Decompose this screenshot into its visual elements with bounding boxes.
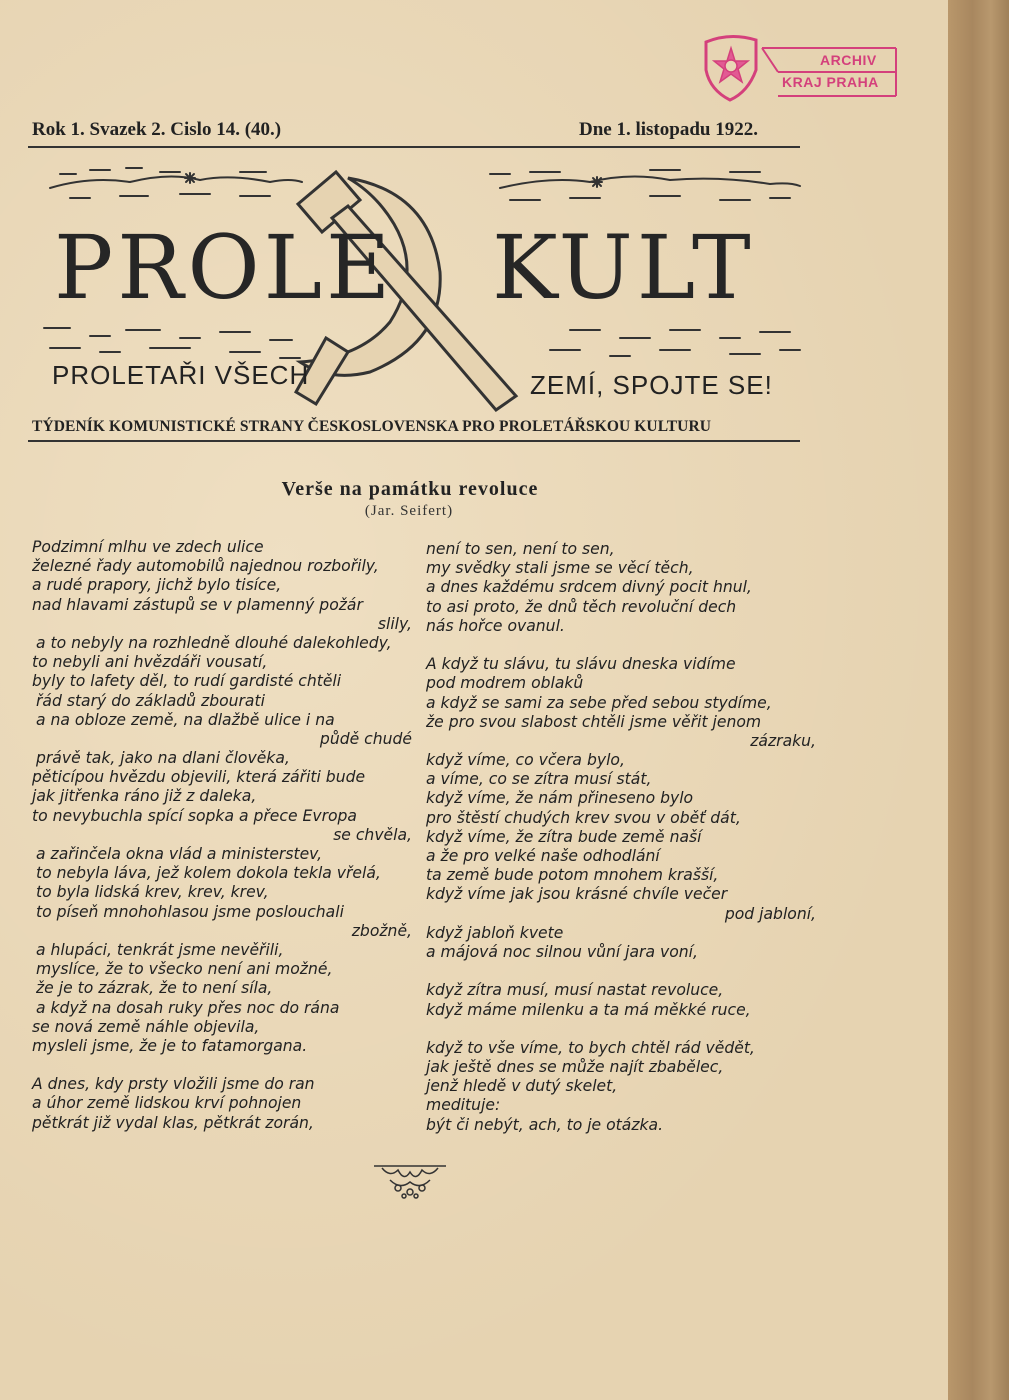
poem-line: to píseň mnohohlasou jsme poslouchali	[36, 902, 344, 921]
poem-line: když to vše víme, to bych chtěl rád vědět,	[426, 1038, 755, 1057]
poem-line: řád starý do základů zbourati	[36, 691, 265, 710]
poem-line: a že pro velké naše odhodlání	[426, 847, 660, 865]
poem-line: a to nebyly na rozhledně dlouhé dalekohledy,	[36, 633, 392, 652]
poem-line: mysleli jsme, že je to fatamorgana.	[32, 1036, 308, 1055]
issue-date: Dne 1. listopadu 1922.	[579, 119, 758, 140]
poem-line: se nová země náhle objevila,	[32, 1017, 260, 1036]
poem-line: zbožně,	[351, 921, 412, 940]
poem-line: a víme, co se zítra musí stát,	[426, 770, 652, 789]
stamp-text-kraj: KRAJ PRAHA	[782, 74, 879, 90]
title-left-part: PROLE	[54, 216, 395, 319]
poem-line: a když na dosah ruky přes noc do rána	[36, 998, 340, 1017]
header-rule	[28, 146, 800, 148]
poem-line: a hlupáci, tenkrát jsme nevěřili,	[36, 940, 284, 959]
poem-line: my svědky stali jsme se věcí těch,	[426, 559, 694, 578]
poem-line: být či nebýt, ach, to je otázka.	[426, 1115, 664, 1134]
poem-line: když víme jak jsou krásné chvíle večer	[426, 885, 728, 904]
poem-line: to asi proto, že dnů těch revoluční dech	[426, 597, 737, 616]
poem-line: to nevybuchla spící sopka a přece Evropa	[32, 806, 357, 825]
poem-line: jenž hledě v dutý skelet,	[426, 1077, 618, 1096]
poem-line: že je to zázrak, že to není síla,	[36, 979, 273, 998]
masthead	[30, 152, 810, 412]
poem-line: a zařinčela okna vlád a ministerstev,	[36, 845, 323, 863]
poem-line: A dnes, kdy prsty vložili jsme do ran	[32, 1075, 315, 1094]
poem-line: když víme, že zítra bude země naší	[426, 827, 702, 846]
poem-line: pěticípou hvězdu objevili, která zářiti bude	[32, 768, 366, 787]
poem-line: a úhor země lidskou krví pohnojen	[32, 1094, 302, 1113]
poem-line: jak jitřenka ráno již z daleka,	[32, 787, 257, 806]
poem-line: a když se sami za sebe před sebou stydíme,	[426, 693, 772, 712]
poem-line	[426, 962, 816, 981]
poem-line: pod jabloní,	[724, 904, 816, 923]
poem-line: jak ještě dnes se může najít zbabělec,	[426, 1058, 724, 1077]
poem-line: ta země bude potom mnohem krašší,	[426, 866, 719, 885]
poem-line: to byla lidská krev, krev, krev,	[36, 883, 269, 902]
poem-line: když víme, že nám přineseno bylo	[426, 789, 694, 808]
poem-line	[32, 1056, 412, 1075]
poem-line: pod modrem oblaků	[426, 674, 584, 693]
poem-line: a májová noc silnou vůní jara voní,	[426, 942, 698, 961]
page-edge	[948, 0, 1009, 1400]
newspaper-subtitle: TÝDENÍK KOMUNISTICKÉ STRANY ČESKOSLOVENSKA PRO PROLETÁŘSKOU KULTURU	[32, 418, 712, 435]
issue-number: Rok 1. Svazek 2. Cislo 14. (40.)	[32, 119, 282, 140]
poem-line: to nebyla láva, jež kolem dokola tekla vřelá,	[36, 864, 381, 883]
stamp-text-archiv: ARCHIV	[820, 52, 877, 68]
poem-line: pětkrát již vydal klas, pětkrát zorán,	[32, 1113, 314, 1132]
poem-line: když máme milenku a ta má měkké ruce,	[426, 1000, 751, 1019]
poem-line	[426, 1020, 816, 1039]
poem-line: právě tak, jako na dlani člověka,	[36, 749, 290, 768]
poem-line: když zítra musí, musí nastat revoluce,	[426, 981, 724, 1000]
poem-line: půdě chudé	[319, 729, 412, 748]
poem-line: zázraku,	[750, 731, 816, 750]
poem-line	[426, 636, 816, 655]
poem-line: slily,	[377, 614, 412, 633]
poem-line: nad hlavami zástupů se v plamenný požár	[32, 595, 363, 614]
poem-line: když víme, co včera bylo,	[426, 751, 625, 770]
poem-line: není to sen, není to sen,	[426, 540, 615, 558]
poem-line: že pro svou slabost chtěli jsme věřit jenom	[426, 712, 762, 731]
poem-line: a rudé prapory, jichž bylo tisíce,	[32, 576, 282, 595]
poem-line: Podzimní mlhu ve zdech ulice	[32, 538, 264, 556]
poem-line: a na obloze země, na dlažbě ulice i na	[36, 710, 335, 729]
poem-line: se chvěla,	[333, 825, 412, 844]
poem-line: to nebyli ani hvězdáři vousatí,	[32, 653, 268, 672]
poem-line: medituje:	[426, 1096, 501, 1115]
poem-line: byly to lafety děl, to rudí gardisté chtěli	[32, 672, 342, 691]
slogan-left: PROLETAŘI VŠECH	[52, 360, 310, 390]
poem-line: nás hořce ovanul.	[426, 616, 565, 635]
poem-line: A když tu slávu, tu slávu dneska vidíme	[426, 655, 736, 674]
poem-line: když jabloň kvete	[426, 923, 564, 942]
archive-stamp	[700, 30, 900, 102]
poem-author: (Jar. Seifert)	[364, 503, 454, 519]
poem-line: myslíce, že to všecko není ani možné,	[36, 960, 333, 979]
poem-title: Verše na památku revoluce	[281, 478, 539, 500]
slogan-right: ZEMÍ, SPOJTE SE!	[530, 370, 773, 400]
subtitle-rule	[28, 440, 800, 442]
poem-line: a dnes každému srdcem divný pocit hnul,	[426, 578, 752, 597]
ornament-icon	[370, 1162, 450, 1202]
poem-column-right	[426, 540, 816, 1135]
poem-line: železné řady automobilů najednou rozbořily,	[32, 557, 379, 576]
poem-line: pro štěstí chudých krev svou v oběť dát,	[426, 808, 741, 827]
title-right-part: KULT	[492, 216, 755, 319]
poem-column-left	[32, 538, 412, 1133]
